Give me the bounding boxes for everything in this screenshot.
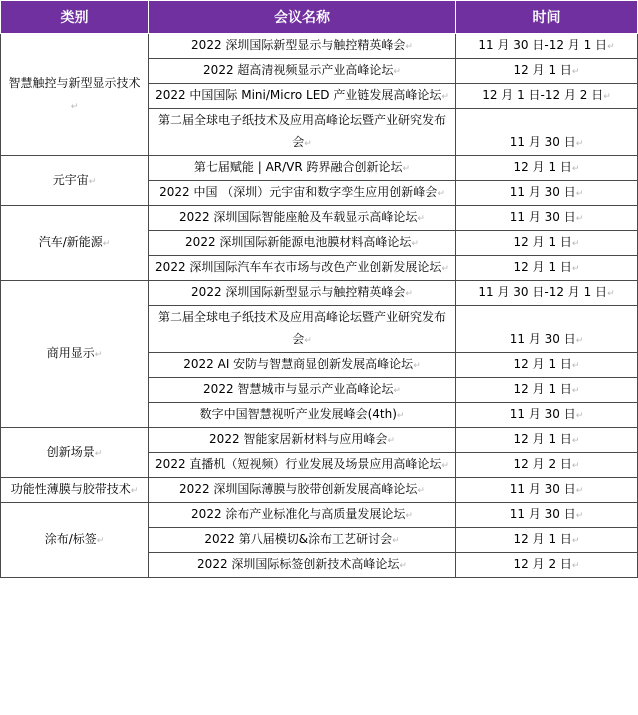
conference-name: 2022 中国 （深圳）元宇宙和数字孪生应用创新峰会 — [159, 185, 438, 199]
category-label: 功能性薄膜与胶带技术 — [10, 482, 131, 496]
conference-name: 2022 中国国际 Mini/Micro LED 产业链发展高峰论坛 — [155, 88, 442, 102]
conference-name: 2022 深圳国际汽车车衣市场与改色产业创新发展论坛 — [155, 260, 442, 274]
table-row — [1, 478, 638, 503]
conference-name-cell: 2022 深圳国际汽车车衣市场与改色产业创新发展论坛↵ — [149, 256, 456, 281]
time-value: 12 月 1 日-12 月 2 日 — [482, 88, 604, 102]
conference-name-cell: 2022 第八届模切&涂布工艺研讨会↵ — [149, 528, 456, 553]
time-cell: 12 月 2 日↵ — [456, 453, 638, 478]
time-value: 11 月 30 日 — [509, 185, 576, 199]
header-conference-name: 会议名称 — [149, 1, 456, 34]
time-value: 12 月 1 日 — [513, 432, 572, 446]
conference-name: 2022 直播机（短视频）行业发展及场景应用高峰论坛 — [155, 457, 442, 471]
conference-name: 2022 深圳国际新能源电池膜材料高峰论坛 — [185, 235, 412, 249]
time-cell: 11 月 30 日-12 月 1 日↵ — [456, 34, 638, 59]
table-row — [1, 281, 638, 306]
category-cell: 功能性薄膜与胶带技术↵ — [1, 478, 149, 503]
time-cell: 12 月 1 日↵ — [456, 428, 638, 453]
time-value: 12 月 1 日 — [513, 160, 572, 174]
conference-name: 2022 深圳国际薄膜与胶带创新发展高峰论坛 — [179, 482, 418, 496]
time-cell: 11 月 30 日↵ — [456, 403, 638, 428]
time-cell: 12 月 1 日-12 月 2 日↵ — [456, 84, 638, 109]
time-value: 12 月 2 日 — [513, 457, 572, 471]
conference-name: 2022 AI 安防与智慧商显创新发展高峰论坛 — [183, 357, 414, 371]
time-value: 12 月 2 日 — [513, 557, 572, 571]
time-cell: 11 月 30 日↵ — [456, 109, 638, 156]
conference-name: 第二届全球电子纸技术及应用高峰论坛暨产业研究发布会 — [157, 310, 446, 346]
conference-name: 2022 超高清视频显示产业高峰论坛 — [203, 63, 394, 77]
category-label: 涂布/标签 — [44, 532, 97, 546]
time-cell: 11 月 30 日↵ — [456, 206, 638, 231]
time-cell: 11 月 30 日-12 月 1 日↵ — [456, 281, 638, 306]
conference-name-cell: 数字中国智慧视听产业发展峰会(4th)↵ — [149, 403, 456, 428]
conference-name: 2022 深圳国际新型显示与触控精英峰会 — [191, 285, 406, 299]
conference-name-cell: 2022 深圳国际新能源电池膜材料高峰论坛↵ — [149, 231, 456, 256]
time-value: 11 月 30 日 — [509, 482, 576, 496]
table-row — [1, 503, 638, 528]
conference-name: 第二届全球电子纸技术及应用高峰论坛暨产业研究发布会 — [157, 113, 446, 149]
conference-name: 2022 深圳国际智能座舱及车载显示高峰论坛 — [179, 210, 418, 224]
header-time: 时间 — [456, 1, 638, 34]
conference-name-cell: 2022 中国 （深圳）元宇宙和数字孪生应用创新峰会↵ — [149, 181, 456, 206]
conference-name-cell: 2022 深圳国际标签创新技术高峰论坛↵ — [149, 553, 456, 578]
table-row — [1, 34, 638, 59]
category-label: 创新场景 — [46, 444, 95, 459]
conference-name: 2022 涂布产业标准化与高质量发展论坛 — [191, 507, 406, 521]
time-cell: 12 月 1 日↵ — [456, 256, 638, 281]
conference-name-cell: 2022 涂布产业标准化与高质量发展论坛↵ — [149, 503, 456, 528]
table-row — [1, 206, 638, 231]
time-value: 12 月 1 日 — [513, 382, 572, 396]
conference-name-cell: 第二届全球电子纸技术及应用高峰论坛暨产业研究发布会↵ — [149, 306, 456, 353]
category-cell: 商用显示↵ — [1, 281, 149, 428]
time-cell: 12 月 1 日↵ — [456, 528, 638, 553]
time-cell: 11 月 30 日↵ — [456, 181, 638, 206]
time-value: 12 月 1 日 — [513, 235, 572, 249]
category-cell: 元宇宙↵ — [1, 156, 149, 206]
category-cell: 涂布/标签↵ — [1, 503, 149, 578]
time-value: 12 月 1 日 — [513, 63, 572, 77]
table-row — [1, 428, 638, 453]
conference-name: 数字中国智慧视听产业发展峰会(4th) — [199, 407, 397, 421]
table-row — [1, 156, 638, 181]
time-value: 11 月 30 日 — [509, 332, 576, 346]
conference-name: 2022 深圳国际新型显示与触控精英峰会 — [191, 38, 406, 52]
time-cell: 12 月 1 日↵ — [456, 231, 638, 256]
time-value: 11 月 30 日-12 月 1 日 — [478, 38, 608, 52]
conference-name: 2022 深圳国际标签创新技术高峰论坛 — [197, 557, 400, 571]
conference-name-cell: 2022 智能家居新材料与应用峰会↵ — [149, 428, 456, 453]
conference-name-cell: 2022 深圳国际新型显示与触控精英峰会↵ — [149, 34, 456, 59]
conference-name-cell: 2022 超高清视频显示产业高峰论坛↵ — [149, 59, 456, 84]
category-label: 汽车/新能源 — [38, 235, 103, 249]
category-label: 商用显示 — [46, 346, 95, 360]
time-value: 12 月 1 日 — [513, 260, 572, 274]
conference-name-cell: 2022 深圳国际新型显示与触控精英峰会↵ — [149, 281, 456, 306]
conference-name-cell: 2022 中国国际 Mini/Micro LED 产业链发展高峰论坛↵ — [149, 84, 456, 109]
time-cell: 12 月 1 日↵ — [456, 59, 638, 84]
time-cell: 11 月 30 日↵ — [456, 306, 638, 353]
time-value: 11 月 30 日 — [509, 407, 576, 421]
time-value: 11 月 30 日-12 月 1 日 — [478, 285, 608, 299]
time-value: 12 月 1 日 — [513, 532, 572, 546]
conference-name-cell: 2022 AI 安防与智慧商显创新发展高峰论坛↵ — [149, 353, 456, 378]
time-cell: 12 月 1 日↵ — [456, 378, 638, 403]
conference-name-cell: 2022 直播机（短视频）行业发展及场景应用高峰论坛↵ — [149, 453, 456, 478]
category-label: 智慧触控与新型显示技术 — [8, 75, 141, 90]
time-cell: 11 月 30 日↵ — [456, 478, 638, 503]
conference-name: 2022 智能家居新材料与应用峰会 — [209, 432, 388, 446]
conference-name-cell: 2022 深圳国际薄膜与胶带创新发展高峰论坛↵ — [149, 478, 456, 503]
category-label: 元宇宙 — [52, 172, 89, 187]
time-value: 12 月 1 日 — [513, 357, 572, 371]
conference-name-cell: 第二届全球电子纸技术及应用高峰论坛暨产业研究发布会↵ — [149, 109, 456, 156]
conference-name-cell: 2022 深圳国际智能座舱及车载显示高峰论坛↵ — [149, 206, 456, 231]
time-cell: 12 月 2 日↵ — [456, 553, 638, 578]
category-cell: 汽车/新能源↵ — [1, 206, 149, 281]
time-value: 11 月 30 日 — [509, 507, 576, 521]
header-row — [1, 1, 638, 34]
time-cell: 12 月 1 日↵ — [456, 156, 638, 181]
conference-name: 第七届赋能 | AR/VR 跨界融合创新论坛 — [193, 160, 403, 174]
conference-name: 2022 智慧城市与显示产业高峰论坛 — [203, 382, 394, 396]
category-cell: 智慧触控与新型显示技术↵ — [1, 34, 149, 156]
category-cell: 创新场景↵ — [1, 428, 149, 478]
time-cell: 12 月 1 日↵ — [456, 353, 638, 378]
conference-name-cell: 2022 智慧城市与显示产业高峰论坛↵ — [149, 378, 456, 403]
time-value: 11 月 30 日 — [509, 210, 576, 224]
time-cell: 11 月 30 日↵ — [456, 503, 638, 528]
time-value: 11 月 30 日 — [509, 135, 576, 149]
conference-name: 2022 第八届模切&涂布工艺研讨会 — [204, 532, 393, 546]
conference-name-cell: 第七届赋能 | AR/VR 跨界融合创新论坛↵ — [149, 156, 456, 181]
header-category: 类别 — [1, 1, 149, 34]
